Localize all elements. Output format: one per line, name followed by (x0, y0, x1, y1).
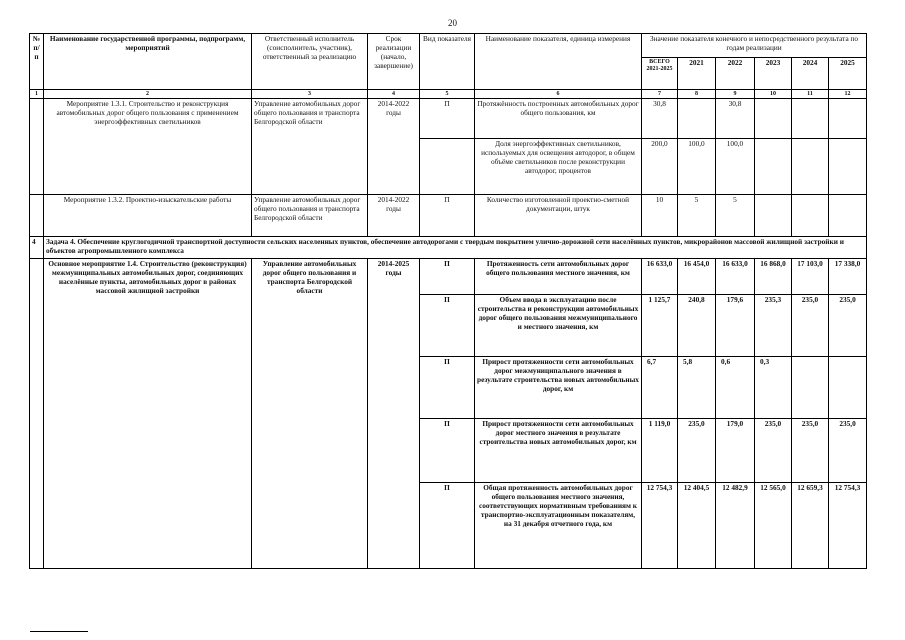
indicator-name: Прирост протяженности сети автомобильных дорог местного значения в результате строительства новых автомобильных дорог, км (475, 419, 642, 483)
column-number: 3 (252, 90, 368, 99)
column-number: 1 (30, 90, 44, 99)
indicator-name: Протяженность сети автомобильных дорог общего пользования местного значения, км (475, 259, 642, 295)
value-2021: 5 (678, 195, 716, 237)
value-2024 (792, 99, 829, 139)
value-2025 (829, 139, 867, 195)
value-2023: 235,3 (755, 295, 792, 357)
indicator-name: Протяжённость построенных автомобильных дорог общего пользования, км (475, 99, 642, 139)
header-name: Наименование государственной программы, подпрограмм, мероприятий (44, 34, 252, 90)
header-values-group: Значение показателя конечного и непосредственного результата по годам реализации (642, 34, 867, 58)
indicator-name: Количество изготовленной проектно-сметной документации, штук (475, 195, 642, 237)
task-title: Задача 4. Обеспечение круглогодичной транспортной доступности сельских населенных пунктов, обеспечение автодорогами с твердым покрытием улично-дорожной сети населённых пунктов, микрорайонов массовой жилищной застройки и объектов агропромышленного комплекса (44, 237, 867, 259)
value-total: 16 633,0 (642, 259, 678, 295)
main-event-executor: Управление автомобильных дорог общего пользования и транспорта Белгородской области (252, 259, 368, 569)
value-total: 10 (642, 195, 678, 237)
page-number: 20 (448, 18, 457, 28)
header-period: Срок реализации (начало, завершение) (368, 34, 420, 90)
header-year-2024: 2024 (792, 58, 829, 90)
value-2022: 100,0 (716, 139, 755, 195)
value-total: 30,8 (642, 99, 678, 139)
header-year-2023: 2023 (755, 58, 792, 90)
value-2021: 235,0 (678, 419, 716, 483)
value-2025 (829, 195, 867, 237)
value-total: 1 125,7 (642, 295, 678, 357)
value-2023: 0,3 (755, 357, 792, 419)
main-event-period: 2014-2025 годы (368, 259, 420, 569)
value-2024: 235,0 (792, 419, 829, 483)
value-2025 (829, 99, 867, 139)
event-period: 2014-2022 годы (368, 99, 420, 195)
indicator-type: П (420, 419, 475, 483)
value-2023 (755, 139, 792, 195)
column-number: 4 (368, 90, 420, 99)
value-2023 (755, 195, 792, 237)
value-2021: 16 454,0 (678, 259, 716, 295)
value-2021: 5,8 (678, 357, 716, 419)
value-2025: 12 754,3 (829, 483, 867, 569)
value-2024: 235,0 (792, 295, 829, 357)
header-type: Вид показателя (420, 34, 475, 90)
header-executor: Ответственный исполнитель (соисполнитель, участник), ответственный за реализацию (252, 34, 368, 90)
indicator-name: Общая протяженность автомобильных дорог общего пользования местного значения, соответствующих нормативным требованиям к транспортно-эксплуатационным показателям, на 31 декабря отчетного года, км (475, 483, 642, 569)
value-2025: 17 338,0 (829, 259, 867, 295)
value-2023 (755, 99, 792, 139)
indicator-name: Прирост протяженности сети автомобильных дорог межмуниципального значения в результате строительства новых автомобильных дорог, км (475, 357, 642, 419)
value-2021: 100,0 (678, 139, 716, 195)
indicator-type: П (420, 483, 475, 569)
row-number (30, 99, 44, 195)
value-total: 1 119,0 (642, 419, 678, 483)
indicator-type: П (420, 195, 475, 237)
value-2022: 179,0 (716, 419, 755, 483)
header-year-2021: 2021 (678, 58, 716, 90)
value-total: 12 754,3 (642, 483, 678, 569)
column-number: 5 (420, 90, 475, 99)
value-2024: 17 103,0 (792, 259, 829, 295)
value-2022: 16 633,0 (716, 259, 755, 295)
value-2023: 12 565,0 (755, 483, 792, 569)
event-name: Мероприятие 1.3.2. Проектно-изыскательские работы (44, 195, 252, 237)
column-number: 7 (642, 90, 678, 99)
column-number: 8 (678, 90, 716, 99)
value-2022: 30,8 (716, 99, 755, 139)
value-2022: 12 482,9 (716, 483, 755, 569)
indicator-name: Доля энергоэффективных светильников, используемых для освещения автодорог, в общем объёме светильников после реконструкции автодорог, процентов (475, 139, 642, 195)
value-2022: 5 (716, 195, 755, 237)
value-2025: 235,0 (829, 295, 867, 357)
header-year-2022: 2022 (716, 58, 755, 90)
value-2021 (678, 99, 716, 139)
value-2022: 0,6 (716, 357, 755, 419)
column-number: 2 (44, 90, 252, 99)
event-period: 2014-2022 годы (368, 195, 420, 237)
indicator-type: П (420, 99, 475, 139)
event-executor: Управление автомобильных дорог общего пользования и транспорта Белгородской области (252, 195, 368, 237)
value-2021: 240,8 (678, 295, 716, 357)
column-number: 9 (716, 90, 755, 99)
header-total: ВСЕГО 2021-2025 (642, 58, 678, 90)
value-2024 (792, 357, 829, 419)
task-number: 4 (30, 237, 44, 259)
column-number: 11 (792, 90, 829, 99)
header-year-2025: 2025 (829, 58, 867, 90)
indicators-table (29, 33, 867, 569)
value-2025 (829, 357, 867, 419)
value-2023: 235,0 (755, 419, 792, 483)
event-executor: Управление автомобильных дорог общего пользования и транспорта Белгородской области (252, 99, 368, 195)
value-2024 (792, 195, 829, 237)
value-2021: 12 404,5 (678, 483, 716, 569)
indicator-type (420, 139, 475, 195)
value-2025: 235,0 (829, 419, 867, 483)
value-2023: 16 868,0 (755, 259, 792, 295)
event-name: Мероприятие 1.3.1. Строительство и реконструкция автомобильных дорог общего пользования с применением энергоэффективных светильников (44, 99, 252, 195)
column-number: 6 (475, 90, 642, 99)
indicator-name: Объем ввода в эксплуатацию после строительства и реконструкции автомобильных дорог общего пользования межмуниципального и местного значения, км (475, 295, 642, 357)
indicator-type: П (420, 295, 475, 357)
row-number (30, 195, 44, 237)
value-2022: 179,6 (716, 295, 755, 357)
value-2024 (792, 139, 829, 195)
header-indicator: Наименование показателя, единица измерения (475, 34, 642, 90)
indicator-type: П (420, 259, 475, 295)
indicator-type: П (420, 357, 475, 419)
header-no: № п/п (30, 34, 44, 90)
column-number: 12 (829, 90, 867, 99)
column-number: 10 (755, 90, 792, 99)
main-event-name: Основное мероприятие 1.4. Строительство (реконструкция) межмуниципальных автомобильных дорог, соединяющих населённые пункты, автомобильных дорог в районах массовой жилищной застройки (44, 259, 252, 569)
value-2024: 12 659,3 (792, 483, 829, 569)
row-number (30, 259, 44, 569)
value-total: 200,0 (642, 139, 678, 195)
value-total: 6,7 (642, 357, 678, 419)
footnote-separator (30, 631, 88, 632)
